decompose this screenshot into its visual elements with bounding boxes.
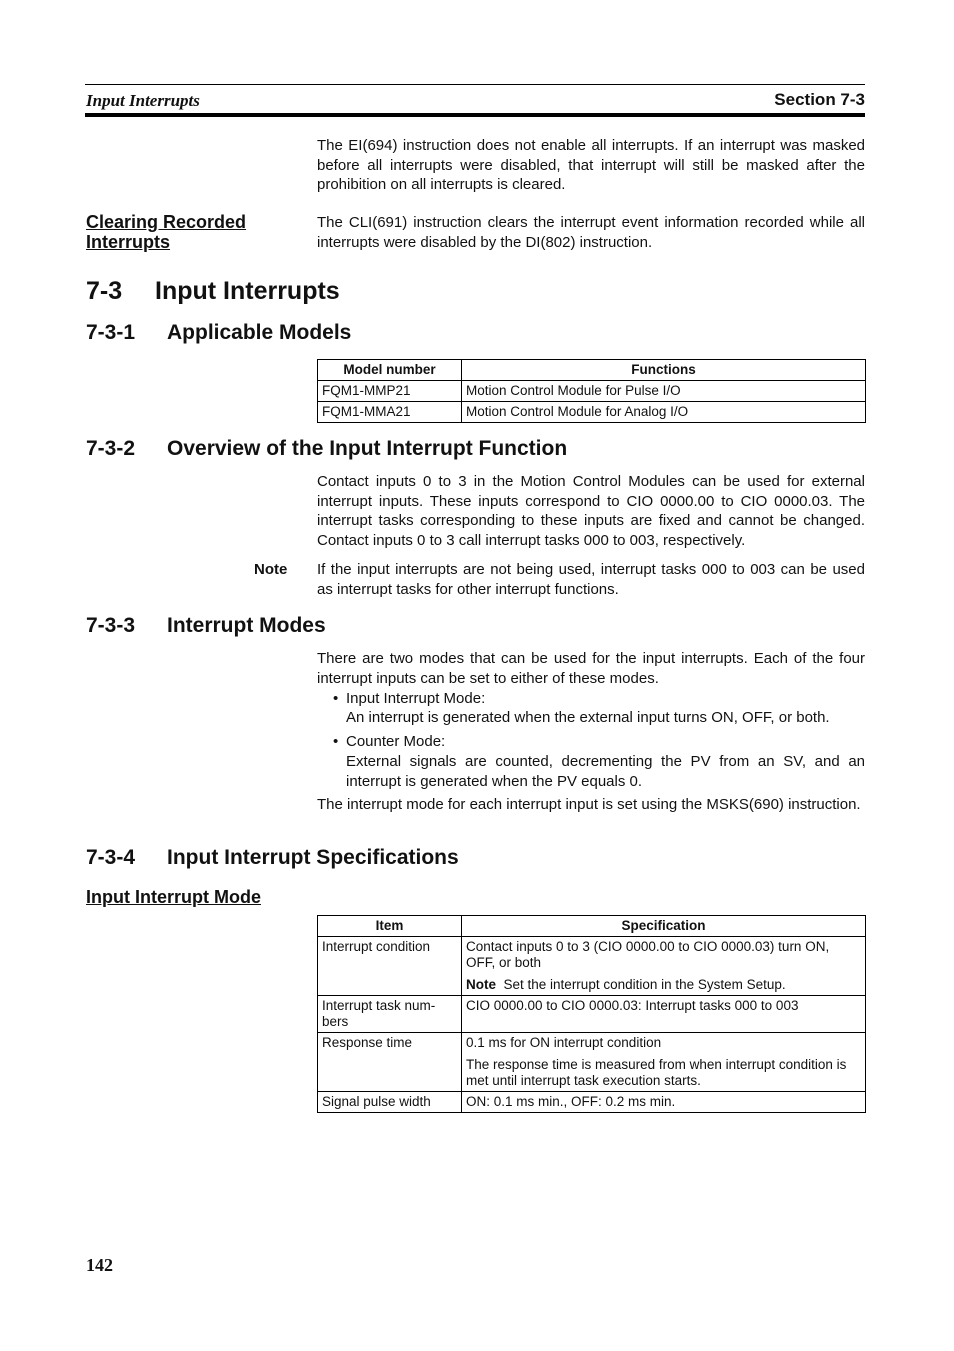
table-row bbox=[318, 381, 866, 402]
intro-paragraph: The EI(694) instruction does not enable all interrupts. If an interrupt was masked before all interrupts were disabled, that interrupt will still be masked after the prohibition on all interrupts is cleared. bbox=[317, 137, 865, 193]
table-row bbox=[318, 1092, 866, 1113]
section-number: 7-3 bbox=[86, 277, 123, 305]
table-header-row bbox=[318, 916, 866, 937]
subsection-4-heading bbox=[86, 846, 459, 870]
subsection-3-title: Interrupt Modes bbox=[167, 614, 326, 637]
subsection-4-title: Input Interrupt Specifications bbox=[167, 846, 459, 869]
running-header-section: Section 7-3 bbox=[774, 90, 865, 109]
subsection-2-number: 7-3-2 bbox=[86, 437, 136, 460]
bullet-title: Input Interrupt Mode: bbox=[346, 690, 486, 707]
specifications-table bbox=[317, 915, 866, 1113]
subsection-4-number: 7-3-4 bbox=[86, 846, 136, 869]
note-label: Note bbox=[254, 561, 288, 578]
bullet-body: External signals are counted, decrementing the PV from an SV, and an interrupt is generated when the PV equals 0. bbox=[346, 753, 865, 790]
subsection-2-title: Overview of the Input Interrupt Function bbox=[167, 437, 568, 460]
table-cell: FQM1-MMA21 bbox=[318, 402, 462, 423]
cell-text: 0.1 ms for ON interrupt condition bbox=[466, 1035, 662, 1050]
table-header-cell: Specification bbox=[462, 916, 866, 937]
bullet-body: An interrupt is generated when the external input turns ON, OFF, or both. bbox=[346, 709, 830, 726]
note-label: Note bbox=[466, 977, 496, 992]
running-header-title: Input Interrupts bbox=[86, 91, 200, 110]
table-row bbox=[318, 937, 866, 996]
modes-paragraph: There are two modes that can be used for the input interrupts. Each of the four interrupt inputs can be set to either of these modes. bbox=[317, 650, 865, 687]
section-heading bbox=[86, 277, 340, 306]
table-row bbox=[318, 996, 866, 1033]
subsection-3-heading bbox=[86, 614, 326, 638]
table-cell: Motion Control Module for Pulse I/O bbox=[462, 381, 866, 402]
cell-note bbox=[466, 977, 861, 993]
table-cell: FQM1-MMP21 bbox=[318, 381, 462, 402]
table-cell: Interrupt task num-bers bbox=[318, 996, 462, 1033]
header-top-rule bbox=[85, 84, 865, 85]
bullet-title: Counter Mode: bbox=[346, 733, 446, 750]
modes-closing-paragraph: The interrupt mode for each interrupt input is set using the MSKS(690) instruction. bbox=[317, 796, 861, 813]
clearing-heading: Clearing Recorded Interrupts bbox=[86, 212, 247, 252]
header-bottom-rule bbox=[85, 113, 865, 117]
table-cell: Motion Control Module for Analog I/O bbox=[462, 402, 866, 423]
table-cell: Response time bbox=[318, 1033, 462, 1092]
bullet-mark: • bbox=[333, 733, 339, 750]
models-table bbox=[317, 359, 866, 423]
subsection-2-heading bbox=[86, 437, 567, 461]
table-cell: ON: 0.1 ms min., OFF: 0.2 ms min. bbox=[462, 1092, 866, 1113]
subsection-1-title: Applicable Models bbox=[167, 321, 352, 344]
table-cell: Signal pulse width bbox=[318, 1092, 462, 1113]
table-cell bbox=[462, 937, 866, 996]
table-header-cell: Item bbox=[318, 916, 462, 937]
table-row bbox=[318, 402, 866, 423]
clearing-paragraph: The CLI(691) instruction clears the interrupt event information recorded while all interrupts were disabled by the DI(802) instruction. bbox=[317, 214, 865, 251]
bullet-mark: • bbox=[333, 690, 339, 707]
note-paragraph: If the input interrupts are not being used, interrupt tasks 000 to 003 can be used as interrupt tasks for other interrupt functions. bbox=[317, 561, 865, 598]
table-cell: Interrupt condition bbox=[318, 937, 462, 996]
table-header-cell: Functions bbox=[462, 360, 866, 381]
table-header-row bbox=[318, 360, 866, 381]
table-header-cell: Model number bbox=[318, 360, 462, 381]
table-cell bbox=[462, 1033, 866, 1092]
section-title: Input Interrupts bbox=[155, 277, 340, 305]
subsection-3-number: 7-3-3 bbox=[86, 614, 136, 637]
input-interrupt-mode-heading: Input Interrupt Mode bbox=[86, 887, 261, 907]
subsection-1-heading bbox=[86, 321, 351, 345]
table-row bbox=[318, 1033, 866, 1092]
subsection-1-number: 7-3-1 bbox=[86, 321, 136, 344]
overview-paragraph: Contact inputs 0 to 3 in the Motion Control Modules can be used for external interrupt inputs. These inputs correspond to CIO 0000.00 to CIO 0000.03. The interrupt tasks corresponding to these inputs are fixed and cannot be changed. Contact inputs 0 to 3 call interrupt tasks 000 to 003, respectively. bbox=[317, 473, 865, 549]
note-text: Set the interrupt condition in the System Setup. bbox=[503, 977, 786, 992]
table-cell: CIO 0000.00 to CIO 0000.03: Interrupt tasks 000 to 003 bbox=[462, 996, 866, 1033]
page-number: 142 bbox=[86, 1255, 113, 1275]
cell-text: Contact inputs 0 to 3 (CIO 0000.00 to CIO 0000.03) turn ON, OFF, or both bbox=[466, 939, 830, 970]
cell-text: The response time is measured from when interrupt condition is met until interrupt task execution starts. bbox=[466, 1057, 847, 1088]
